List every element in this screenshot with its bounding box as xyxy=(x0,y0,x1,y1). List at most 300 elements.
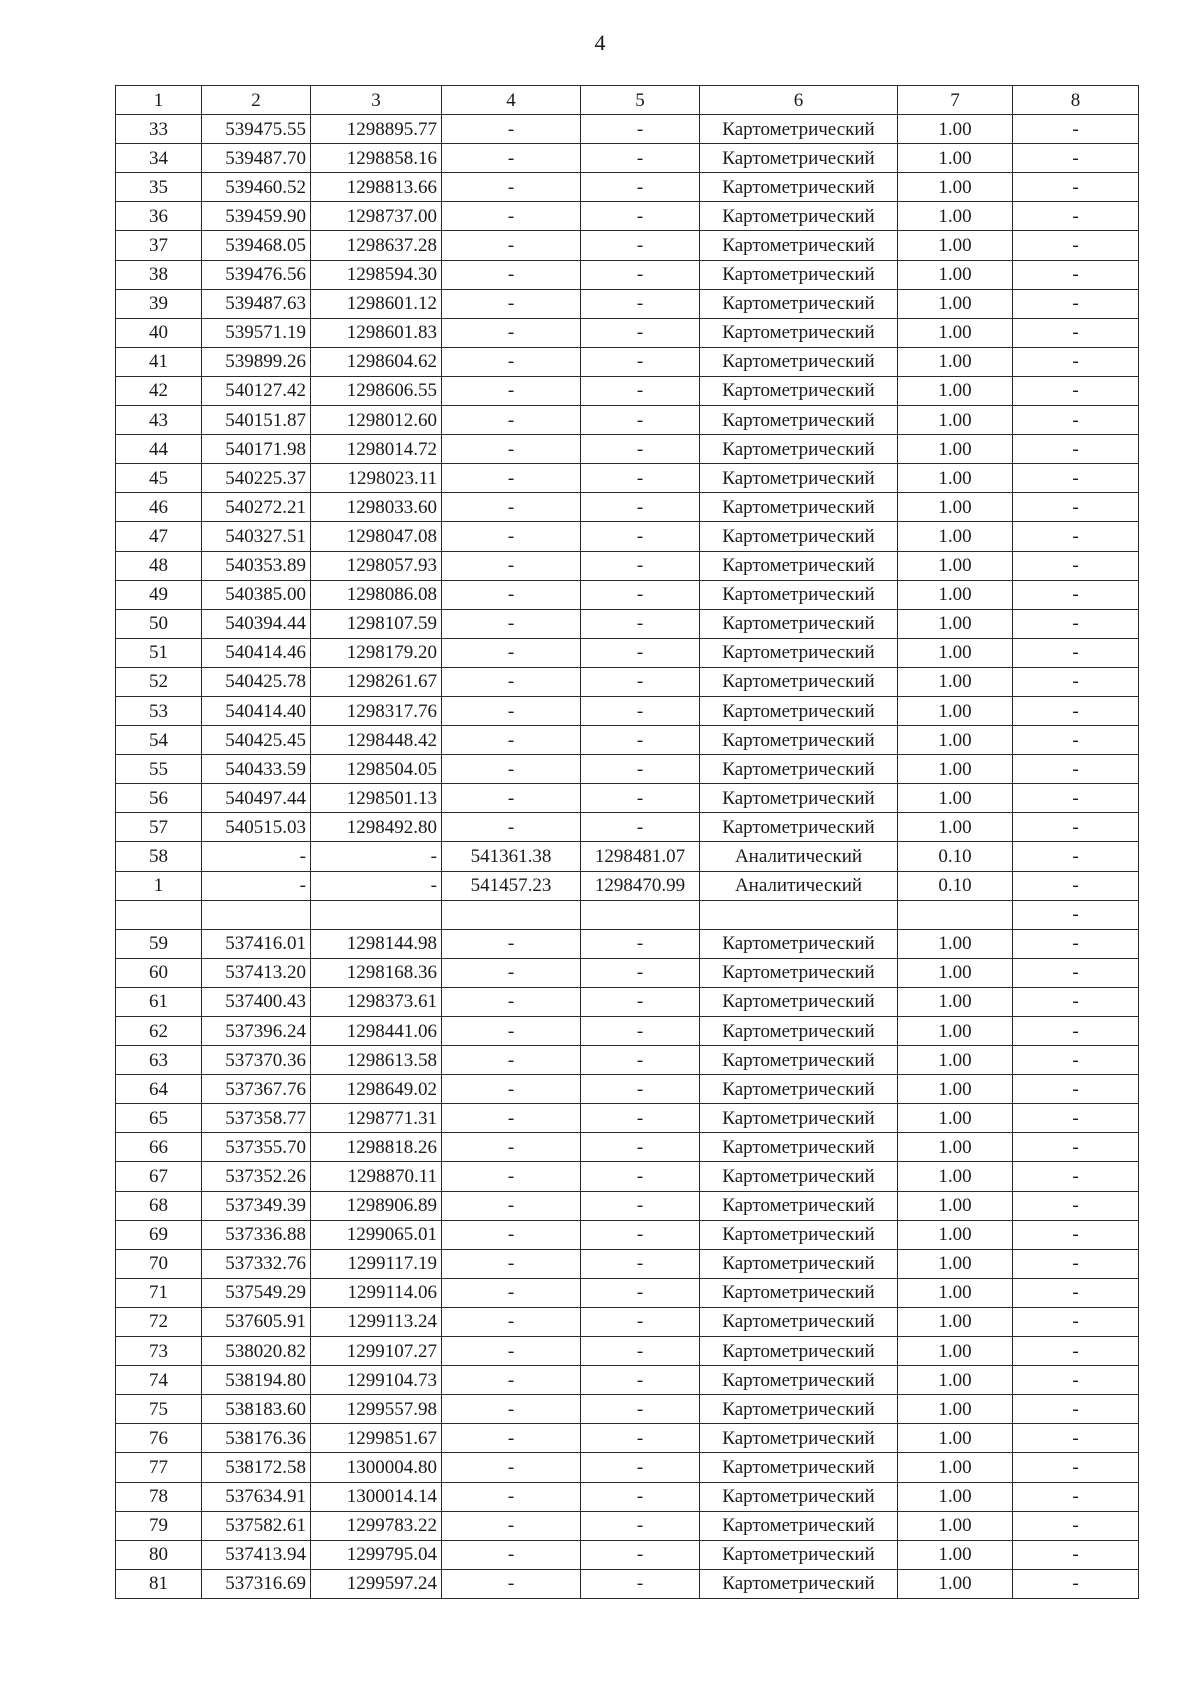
accuracy-cell: 1.00 xyxy=(898,638,1013,667)
new-coord-y-cell: - xyxy=(581,318,700,347)
coord-x-cell: 539460.52 xyxy=(202,173,311,202)
coord-y-cell: 1298023.11 xyxy=(311,464,442,493)
table-row xyxy=(116,1395,1139,1424)
new-coord-x-cell: - xyxy=(442,667,581,696)
accuracy-cell: 1.00 xyxy=(898,115,1013,144)
new-coord-x-cell: - xyxy=(442,1424,581,1453)
method-cell: Картометрический xyxy=(700,1337,898,1366)
point-number-cell: 65 xyxy=(116,1104,202,1133)
new-coord-x-cell: - xyxy=(442,1075,581,1104)
note-cell: - xyxy=(1013,522,1139,551)
note-cell: - xyxy=(1013,493,1139,522)
point-number-cell: 60 xyxy=(116,958,202,987)
page-number: 4 xyxy=(594,30,606,55)
new-coord-y-cell: - xyxy=(581,1337,700,1366)
coord-x-cell: 537349.39 xyxy=(202,1191,311,1220)
point-number-cell: 79 xyxy=(116,1511,202,1540)
new-coord-y-cell: - xyxy=(581,696,700,725)
table-row xyxy=(116,115,1139,144)
accuracy-cell: 1.00 xyxy=(898,231,1013,260)
new-coord-y-cell: - xyxy=(581,435,700,464)
point-number-cell: 54 xyxy=(116,726,202,755)
table-row xyxy=(116,1104,1139,1133)
new-coord-y-cell: - xyxy=(581,493,700,522)
new-coord-x-cell: - xyxy=(442,493,581,522)
method-cell: Картометрический xyxy=(700,580,898,609)
table-row xyxy=(116,260,1139,289)
table-row xyxy=(116,435,1139,464)
new-coord-y-cell: 1298481.07 xyxy=(581,842,700,871)
method-cell: Картометрический xyxy=(700,1511,898,1540)
coord-y-cell: 1298012.60 xyxy=(311,406,442,435)
new-coord-x-cell: - xyxy=(442,347,581,376)
new-coord-x-cell: - xyxy=(442,1104,581,1133)
point-number-cell: 56 xyxy=(116,784,202,813)
column-header: 6 xyxy=(700,86,898,115)
coord-x-cell: 537413.20 xyxy=(202,958,311,987)
new-coord-x-cell: - xyxy=(442,1307,581,1336)
new-coord-y-cell: - xyxy=(581,115,700,144)
accuracy-cell: 1.00 xyxy=(898,813,1013,842)
point-number-cell: 81 xyxy=(116,1569,202,1598)
point-number-cell: 63 xyxy=(116,1046,202,1075)
accuracy-cell: 1.00 xyxy=(898,1017,1013,1046)
accuracy-cell: 1.00 xyxy=(898,1453,1013,1482)
note-cell: - xyxy=(1013,318,1139,347)
coord-y-cell: 1298606.55 xyxy=(311,376,442,405)
accuracy-cell: 1.00 xyxy=(898,1569,1013,1598)
accuracy-cell: 1.00 xyxy=(898,1075,1013,1104)
method-cell: Картометрический xyxy=(700,231,898,260)
table-body xyxy=(116,115,1139,1599)
coord-y-cell: 1298448.42 xyxy=(311,726,442,755)
method-cell: Картометрический xyxy=(700,1220,898,1249)
note-cell: - xyxy=(1013,1366,1139,1395)
coord-x-cell: 537332.76 xyxy=(202,1249,311,1278)
coord-y-cell: 1298601.12 xyxy=(311,289,442,318)
method-cell: Картометрический xyxy=(700,1046,898,1075)
coord-x-cell: 537416.01 xyxy=(202,929,311,958)
table-row xyxy=(116,726,1139,755)
point-number-cell: 36 xyxy=(116,202,202,231)
point-number-cell: 48 xyxy=(116,551,202,580)
accuracy-cell: 1.00 xyxy=(898,667,1013,696)
method-cell: Картометрический xyxy=(700,144,898,173)
coord-x-cell: 537336.88 xyxy=(202,1220,311,1249)
coord-x-cell: 537396.24 xyxy=(202,1017,311,1046)
method-cell: Картометрический xyxy=(700,784,898,813)
note-cell: - xyxy=(1013,1249,1139,1278)
accuracy-cell: 1.00 xyxy=(898,1511,1013,1540)
new-coord-y-cell: - xyxy=(581,202,700,231)
accuracy-cell xyxy=(898,900,1013,929)
note-cell: - xyxy=(1013,202,1139,231)
new-coord-x-cell: - xyxy=(442,1395,581,1424)
new-coord-y-cell: - xyxy=(581,1278,700,1307)
point-number-cell: 40 xyxy=(116,318,202,347)
accuracy-cell: 1.00 xyxy=(898,347,1013,376)
new-coord-y-cell xyxy=(581,900,700,929)
table-row xyxy=(116,493,1139,522)
accuracy-cell: 1.00 xyxy=(898,1482,1013,1511)
new-coord-y-cell: - xyxy=(581,1366,700,1395)
method-cell: Картометрический xyxy=(700,435,898,464)
coord-x-cell: 539459.90 xyxy=(202,202,311,231)
note-cell: - xyxy=(1013,958,1139,987)
new-coord-y-cell: - xyxy=(581,1307,700,1336)
note-cell: - xyxy=(1013,406,1139,435)
table-row xyxy=(116,144,1139,173)
new-coord-x-cell: - xyxy=(442,435,581,464)
new-coord-y-cell: - xyxy=(581,1540,700,1569)
method-cell: Картометрический xyxy=(700,1569,898,1598)
method-cell: Картометрический xyxy=(700,1453,898,1482)
coord-x-cell: 537352.26 xyxy=(202,1162,311,1191)
new-coord-y-cell: - xyxy=(581,144,700,173)
coord-x-cell: 540385.00 xyxy=(202,580,311,609)
coord-y-cell: 1298261.67 xyxy=(311,667,442,696)
table-row xyxy=(116,929,1139,958)
new-coord-x-cell: - xyxy=(442,813,581,842)
accuracy-cell: 1.00 xyxy=(898,1162,1013,1191)
method-cell: Аналитический xyxy=(700,842,898,871)
method-cell: Картометрический xyxy=(700,1540,898,1569)
coord-y-cell: 1298492.80 xyxy=(311,813,442,842)
new-coord-x-cell: - xyxy=(442,696,581,725)
point-number-cell: 50 xyxy=(116,609,202,638)
point-number-cell: 34 xyxy=(116,144,202,173)
coord-x-cell xyxy=(202,900,311,929)
new-coord-x-cell: - xyxy=(442,289,581,318)
note-cell: - xyxy=(1013,144,1139,173)
new-coord-y-cell: - xyxy=(581,260,700,289)
accuracy-cell: 1.00 xyxy=(898,493,1013,522)
accuracy-cell: 1.00 xyxy=(898,726,1013,755)
new-coord-x-cell: - xyxy=(442,726,581,755)
coord-x-cell: - xyxy=(202,871,311,900)
accuracy-cell: 1.00 xyxy=(898,406,1013,435)
new-coord-x-cell: - xyxy=(442,173,581,202)
method-cell: Картометрический xyxy=(700,522,898,551)
new-coord-y-cell: - xyxy=(581,929,700,958)
accuracy-cell: 1.00 xyxy=(898,1249,1013,1278)
new-coord-y-cell: - xyxy=(581,958,700,987)
coord-y-cell: 1299117.19 xyxy=(311,1249,442,1278)
note-cell: - xyxy=(1013,784,1139,813)
note-cell: - xyxy=(1013,580,1139,609)
coord-y-cell: 1298501.13 xyxy=(311,784,442,813)
note-cell: - xyxy=(1013,900,1139,929)
new-coord-y-cell: - xyxy=(581,755,700,784)
new-coord-x-cell: - xyxy=(442,231,581,260)
coord-y-cell: 1298737.00 xyxy=(311,202,442,231)
method-cell: Картометрический xyxy=(700,376,898,405)
method-cell: Картометрический xyxy=(700,696,898,725)
column-header: 8 xyxy=(1013,86,1139,115)
table-row xyxy=(116,1133,1139,1162)
coord-y-cell: 1298818.26 xyxy=(311,1133,442,1162)
note-cell: - xyxy=(1013,231,1139,260)
new-coord-x-cell: 541457.23 xyxy=(442,871,581,900)
accuracy-cell: 1.00 xyxy=(898,1540,1013,1569)
accuracy-cell: 1.00 xyxy=(898,1278,1013,1307)
note-cell: - xyxy=(1013,871,1139,900)
point-number-cell: 55 xyxy=(116,755,202,784)
coord-y-cell: 1298168.36 xyxy=(311,958,442,987)
table-row xyxy=(116,1540,1139,1569)
new-coord-y-cell: - xyxy=(581,1162,700,1191)
new-coord-x-cell: - xyxy=(442,1511,581,1540)
table-row xyxy=(116,1569,1139,1598)
coord-x-cell: 537358.77 xyxy=(202,1104,311,1133)
coord-y-cell: 1298014.72 xyxy=(311,435,442,464)
table-row xyxy=(116,1220,1139,1249)
column-header: 7 xyxy=(898,86,1013,115)
new-coord-y-cell: - xyxy=(581,551,700,580)
coord-x-cell: 537413.94 xyxy=(202,1540,311,1569)
method-cell: Картометрический xyxy=(700,1017,898,1046)
coord-x-cell: 537400.43 xyxy=(202,987,311,1016)
table-row xyxy=(116,1511,1139,1540)
method-cell: Картометрический xyxy=(700,667,898,696)
new-coord-x-cell: - xyxy=(442,551,581,580)
accuracy-cell: 1.00 xyxy=(898,202,1013,231)
method-cell: Картометрический xyxy=(700,202,898,231)
note-cell: - xyxy=(1013,1075,1139,1104)
new-coord-x-cell: - xyxy=(442,1220,581,1249)
accuracy-cell: 1.00 xyxy=(898,1337,1013,1366)
new-coord-x-cell: - xyxy=(442,1017,581,1046)
new-coord-y-cell: - xyxy=(581,1511,700,1540)
coord-y-cell: - xyxy=(311,871,442,900)
accuracy-cell: 1.00 xyxy=(898,435,1013,464)
point-number-cell: 67 xyxy=(116,1162,202,1191)
new-coord-x-cell: 541361.38 xyxy=(442,842,581,871)
note-cell: - xyxy=(1013,813,1139,842)
new-coord-x-cell: - xyxy=(442,144,581,173)
coord-x-cell: 539487.70 xyxy=(202,144,311,173)
method-cell: Картометрический xyxy=(700,1104,898,1133)
accuracy-cell: 1.00 xyxy=(898,1307,1013,1336)
new-coord-x-cell: - xyxy=(442,784,581,813)
point-number-cell: 1 xyxy=(116,871,202,900)
table-row xyxy=(116,987,1139,1016)
coord-x-cell: 539487.63 xyxy=(202,289,311,318)
coord-y-cell: 1298906.89 xyxy=(311,1191,442,1220)
coord-y-cell: 1298858.16 xyxy=(311,144,442,173)
method-cell: Аналитический xyxy=(700,871,898,900)
new-coord-y-cell: - xyxy=(581,522,700,551)
new-coord-x-cell: - xyxy=(442,1482,581,1511)
note-cell: - xyxy=(1013,755,1139,784)
new-coord-y-cell: 1298470.99 xyxy=(581,871,700,900)
coord-x-cell: 540151.87 xyxy=(202,406,311,435)
method-cell: Картометрический xyxy=(700,1278,898,1307)
coord-x-cell: 540225.37 xyxy=(202,464,311,493)
point-number-cell: 77 xyxy=(116,1453,202,1482)
point-number-cell: 64 xyxy=(116,1075,202,1104)
coord-x-cell: 537370.36 xyxy=(202,1046,311,1075)
accuracy-cell: 1.00 xyxy=(898,464,1013,493)
coord-x-cell: 537549.29 xyxy=(202,1278,311,1307)
table-row xyxy=(116,784,1139,813)
accuracy-cell: 1.00 xyxy=(898,376,1013,405)
point-number-cell: 46 xyxy=(116,493,202,522)
point-number-cell: 45 xyxy=(116,464,202,493)
new-coord-x-cell: - xyxy=(442,1133,581,1162)
accuracy-cell: 1.00 xyxy=(898,1220,1013,1249)
coord-x-cell: 540515.03 xyxy=(202,813,311,842)
table-row xyxy=(116,1278,1139,1307)
method-cell: Картометрический xyxy=(700,493,898,522)
table-row xyxy=(116,638,1139,667)
point-number-cell: 73 xyxy=(116,1337,202,1366)
table-row xyxy=(116,464,1139,493)
new-coord-y-cell: - xyxy=(581,667,700,696)
method-cell: Картометрический xyxy=(700,929,898,958)
point-number-cell: 76 xyxy=(116,1424,202,1453)
accuracy-cell: 1.00 xyxy=(898,1424,1013,1453)
coord-y-cell: 1298373.61 xyxy=(311,987,442,1016)
new-coord-x-cell: - xyxy=(442,406,581,435)
note-cell: - xyxy=(1013,376,1139,405)
new-coord-x-cell: - xyxy=(442,522,581,551)
table-row xyxy=(116,667,1139,696)
table-row xyxy=(116,289,1139,318)
method-cell: Картометрический xyxy=(700,1133,898,1162)
coord-y-cell: 1298604.62 xyxy=(311,347,442,376)
method-cell: Картометрический xyxy=(700,173,898,202)
new-coord-y-cell: - xyxy=(581,609,700,638)
coord-y-cell: 1298441.06 xyxy=(311,1017,442,1046)
accuracy-cell: 1.00 xyxy=(898,1395,1013,1424)
new-coord-x-cell: - xyxy=(442,464,581,493)
point-number-cell: 75 xyxy=(116,1395,202,1424)
new-coord-y-cell: - xyxy=(581,1220,700,1249)
table-row xyxy=(116,551,1139,580)
coord-y-cell: 1300004.80 xyxy=(311,1453,442,1482)
coord-x-cell: 539476.56 xyxy=(202,260,311,289)
new-coord-x-cell: - xyxy=(442,929,581,958)
method-cell: Картометрический xyxy=(700,260,898,289)
method-cell xyxy=(700,900,898,929)
new-coord-x-cell: - xyxy=(442,1453,581,1482)
new-coord-y-cell: - xyxy=(581,1133,700,1162)
method-cell: Картометрический xyxy=(700,813,898,842)
new-coord-x-cell: - xyxy=(442,609,581,638)
coord-y-cell: 1298771.31 xyxy=(311,1104,442,1133)
coord-x-cell: 540414.40 xyxy=(202,696,311,725)
accuracy-cell: 1.00 xyxy=(898,1046,1013,1075)
table-row xyxy=(116,958,1139,987)
accuracy-cell: 1.00 xyxy=(898,173,1013,202)
coord-y-cell: 1298870.11 xyxy=(311,1162,442,1191)
note-cell: - xyxy=(1013,1511,1139,1540)
coord-x-cell: 540497.44 xyxy=(202,784,311,813)
note-cell: - xyxy=(1013,696,1139,725)
new-coord-x-cell: - xyxy=(442,376,581,405)
method-cell: Картометрический xyxy=(700,1075,898,1104)
coord-x-cell: 540127.42 xyxy=(202,376,311,405)
point-number-cell: 71 xyxy=(116,1278,202,1307)
note-cell: - xyxy=(1013,1453,1139,1482)
table-row xyxy=(116,1046,1139,1075)
note-cell: - xyxy=(1013,1307,1139,1336)
point-number-cell: 59 xyxy=(116,929,202,958)
note-cell: - xyxy=(1013,1017,1139,1046)
accuracy-cell: 1.00 xyxy=(898,784,1013,813)
accuracy-cell: 1.00 xyxy=(898,929,1013,958)
note-cell: - xyxy=(1013,260,1139,289)
new-coord-x-cell: - xyxy=(442,1046,581,1075)
coord-x-cell: 537367.76 xyxy=(202,1075,311,1104)
note-cell: - xyxy=(1013,1220,1139,1249)
table-row xyxy=(116,1307,1139,1336)
method-cell: Картометрический xyxy=(700,1249,898,1278)
new-coord-y-cell: - xyxy=(581,406,700,435)
point-number-cell: 47 xyxy=(116,522,202,551)
coord-y-cell: 1298594.30 xyxy=(311,260,442,289)
coord-y-cell: 1299783.22 xyxy=(311,1511,442,1540)
accuracy-cell: 1.00 xyxy=(898,260,1013,289)
table-row xyxy=(116,202,1139,231)
note-cell: - xyxy=(1013,173,1139,202)
coord-y-cell: 1299107.27 xyxy=(311,1337,442,1366)
table-row xyxy=(116,1249,1139,1278)
table-row xyxy=(116,347,1139,376)
coord-x-cell: 538020.82 xyxy=(202,1337,311,1366)
method-cell: Картометрический xyxy=(700,406,898,435)
coord-x-cell: 539571.19 xyxy=(202,318,311,347)
new-coord-y-cell: - xyxy=(581,1395,700,1424)
point-number-cell: 66 xyxy=(116,1133,202,1162)
coord-y-cell: 1299065.01 xyxy=(311,1220,442,1249)
method-cell: Картометрический xyxy=(700,638,898,667)
coord-y-cell: 1299851.67 xyxy=(311,1424,442,1453)
table-row xyxy=(116,522,1139,551)
coord-y-cell: 1298813.66 xyxy=(311,173,442,202)
coord-x-cell: 538194.80 xyxy=(202,1366,311,1395)
new-coord-x-cell: - xyxy=(442,1278,581,1307)
new-coord-y-cell: - xyxy=(581,173,700,202)
new-coord-x-cell: - xyxy=(442,202,581,231)
table-row xyxy=(116,231,1139,260)
coord-y-cell: - xyxy=(311,842,442,871)
accuracy-cell: 1.00 xyxy=(898,1366,1013,1395)
accuracy-cell: 1.00 xyxy=(898,289,1013,318)
column-header: 3 xyxy=(311,86,442,115)
new-coord-y-cell: - xyxy=(581,1075,700,1104)
table-row xyxy=(116,842,1139,871)
note-cell: - xyxy=(1013,842,1139,871)
point-number-cell: 33 xyxy=(116,115,202,144)
accuracy-cell: 0.10 xyxy=(898,842,1013,871)
point-number-cell: 43 xyxy=(116,406,202,435)
note-cell: - xyxy=(1013,667,1139,696)
method-cell: Картометрический xyxy=(700,1395,898,1424)
new-coord-y-cell: - xyxy=(581,1424,700,1453)
column-header: 2 xyxy=(202,86,311,115)
coord-x-cell: 539468.05 xyxy=(202,231,311,260)
point-number-cell xyxy=(116,900,202,929)
note-cell: - xyxy=(1013,1191,1139,1220)
accuracy-cell: 1.00 xyxy=(898,318,1013,347)
coord-y-cell: 1300014.14 xyxy=(311,1482,442,1511)
table-row xyxy=(116,1482,1139,1511)
point-number-cell: 57 xyxy=(116,813,202,842)
coord-y-cell: 1298637.28 xyxy=(311,231,442,260)
accuracy-cell: 1.00 xyxy=(898,580,1013,609)
